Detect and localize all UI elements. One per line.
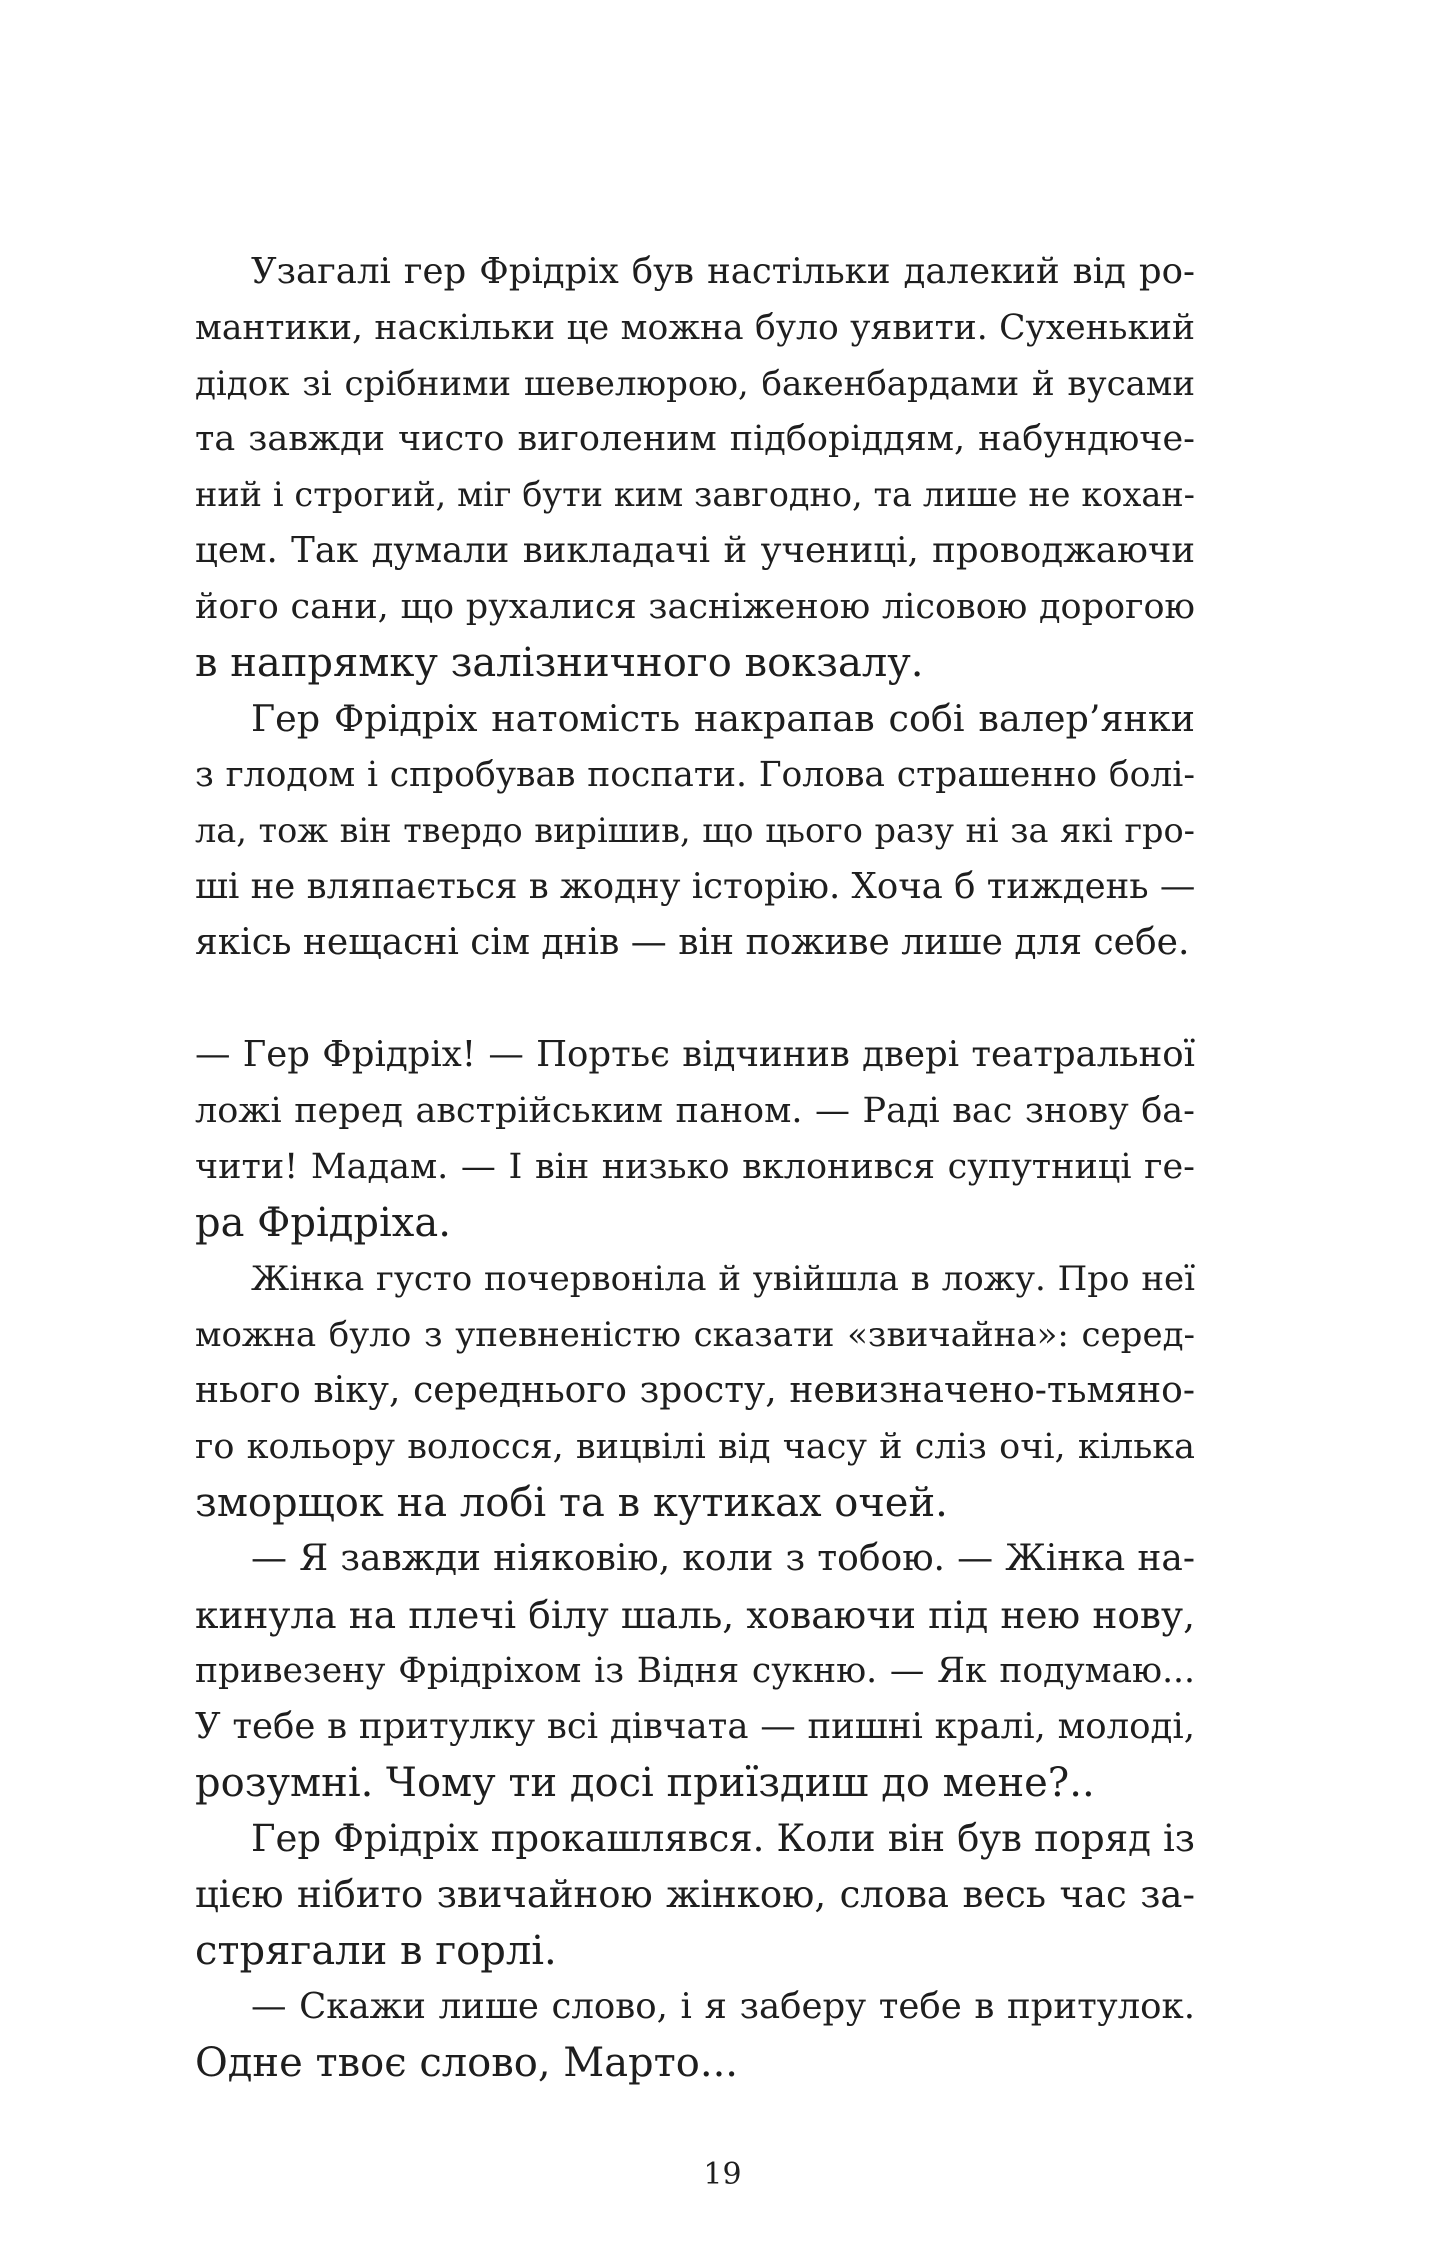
text-line: привезену Фрідріхом із Відня сукню. — Як подумаю... bbox=[195, 1651, 1195, 1691]
text-line: нього віку, середнього зросту, невизначено-тьмяно- bbox=[195, 1370, 1195, 1411]
text-line: з глодом і спробував поспати. Голова страшенно болі- bbox=[195, 755, 1195, 795]
text-line: та завжди чисто виголеним підборіддям, набундюче- bbox=[195, 419, 1195, 459]
text-line: кинула на плечі білу шаль, ховаючи під нею нову, bbox=[195, 1593, 1195, 1637]
text-line: можна було з упевненістю сказати «звичайна»: серед- bbox=[195, 1315, 1195, 1355]
text-line: — Я завжди ніяковію, коли з тобою. — Жінка на- bbox=[251, 1538, 1195, 1579]
text-line: — Гер Фрідріх! — Портьє відчинив двері театральної bbox=[195, 1034, 1195, 1075]
text-line: мантики, наскільки це можна було уявити. Сухенький bbox=[195, 308, 1195, 348]
text-line: в напрямку залізничного вокзалу. bbox=[195, 640, 924, 686]
text-line: Жінка густо почервоніла й увійшла в ложу. Про неї bbox=[251, 1259, 1195, 1299]
text-line: Узагалі гер Фрідріх був настільки далекий від ро- bbox=[251, 251, 1195, 292]
text-line: Гер Фрідріх натомість накрапав собі валер’янки bbox=[251, 697, 1195, 740]
text-line: якісь нещасні сім днів — він поживе лише для себе. bbox=[195, 922, 1190, 963]
page-number: 19 bbox=[703, 2157, 742, 2192]
text-line: Одне твоє слово, Марто... bbox=[195, 2040, 739, 2086]
text-line: цією нібито звичайною жінкою, слова весь час за- bbox=[195, 1873, 1195, 1916]
text-line: цем. Так думали викладачі й учениці, проводжаючи bbox=[195, 530, 1195, 571]
text-line: ші не вляпається в жодну історію. Хоча б тиждень — bbox=[195, 866, 1196, 907]
text-line: дідок зі срібними шевелюрою, бакенбардами й вусами bbox=[195, 364, 1195, 404]
text-line: чити! Мадам. — І він низько вклонився супутниці ге- bbox=[195, 1147, 1195, 1187]
text-line: го кольору волосся, вицвілі від часу й сліз очі, кілька bbox=[195, 1427, 1195, 1467]
text-line: ний і строгий, міг бути ким завгодно, та лише не кохан- bbox=[195, 475, 1195, 514]
text-line: ложі перед австрійським паном. — Раді вас знову ба- bbox=[195, 1091, 1195, 1131]
text-line: зморщок на лобі та в кутиках очей. bbox=[195, 1480, 948, 1526]
text-line: У тебе в притулку всі дівчата — пишні кралі, молоді, bbox=[195, 1706, 1195, 1747]
text-line: розумні. Чому ти досі приїздиш до мене?.. bbox=[195, 1760, 1095, 1806]
text-line: Гер Фрідріх прокашлявся. Коли він був поряд із bbox=[251, 1817, 1195, 1860]
text-line: його сани, що рухалися засніженою лісовою дорогою bbox=[195, 587, 1195, 627]
text-line: стрягали в горлі. bbox=[195, 1928, 557, 1974]
text-line: — Скажи лише слово, і я заберу тебе в притулок. bbox=[251, 1986, 1195, 2027]
text-line: ра Фрідріха. bbox=[195, 1200, 451, 1246]
text-line: ла, тож він твердо вирішив, що цього разу ні за які гро- bbox=[195, 811, 1195, 850]
